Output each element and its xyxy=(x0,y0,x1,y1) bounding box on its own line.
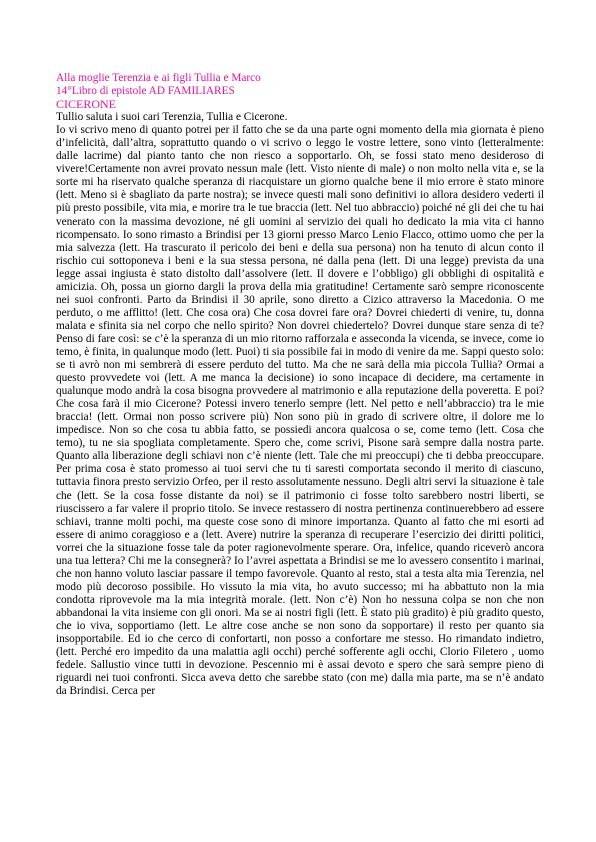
document-page xyxy=(56,72,544,698)
letter-body xyxy=(56,111,544,698)
author-name: CICERONE xyxy=(56,97,116,112)
salutation-line: Tullio saluta i suoi cari Terenzia, Tullia e Cicerone. xyxy=(56,111,288,124)
source-reference: 14°Libro di epistole AD FAMILIARES xyxy=(56,85,235,98)
letter-title: Alla moglie Terenzia e ai figli Tullia e Marco xyxy=(56,72,261,84)
letter-paragraph: Io vi scrivo meno di quanto potrei per il fatto che se da una parte ogni momento della mia giornata è pieno d’infelicità, dall’altra, soprattutto quando o vi scrivo o leggo le vostre lettere, sono vinto (letteralmente: dalle lacrime) dal pianto tanto che non riesco a sopportarlo. Oh, se fossi stato meno desideroso di vivere!Certamente non avrei provato nessun male (lett. Visto niente di male) o non molto nella vita e, se la sorte mi ha riservato qualche speranza di riacquistare un giorno qualche bene il mio errore è stato minore (lett. Meno si è sbagliato da parte nostra); se invece questi mali sono definitivi io allora desidero vederti il più presto possibile, vita mia, e morire tra le tue braccia (lett. Nel tuo abbraccio) poiché né gli dei che tu hai venerato con la massima devozione, né gli uomini al servizio dei quali ho dedicato la mia vita ci hanno ricompensato. Io sono rimasto a Brindisi per 13 giorni presso Marco Lenio Flacco, ottimo uomo che per la mia salvezza (lett. Ha trascurato il pericolo dei beni e della sua persona) non ha tenuto di alcun conto il rischio cui sottoponeva i beni e la sua stessa persona, né dalla pena (lett. Di una legge) prevista da una legge assai ingiusta è stato distolto dall’assolvere (lett. Il dovere e l’obbligo) gli obblighi di ospitalità e amicizia. Oh, possa un giorno dargli la prova della mia gratitudine! Certamente sarò sempre riconoscente nei suoi confronti. Parto da Brindisi il 30 aprile, sono diretto a Cizico attraverso la Macedonia. O me perduto, o me afflitto! (lett. Che cosa ora) Che cosa dovrei fare ora? Dovrei chiederti di venire, tu, donna malata e sfinita sia nel corpo che nello spirito? Non dovrei chiedertelo? Dovrei dunque stare senza di te? Penso di fare così: se c’è la speranza di un mio ritorno rafforzala e asseconda la vicenda, se invece, come io temo, è finita, in qualunque modo (lett. Puoi) ti sia possibile fai in modo di venire da me. Sappi questo solo: se ti avrò non mi sembrerà di essere perduto del tutto. Ma che ne sarà della mia piccola Tullia? Ormai a questo provvedete voi (lett. A me manca la decisione) io sono incapace di decidere, ma certamente in qualunque modo andrà la cosa bisogna provvedere al matrimonio e alla reputazione della poveretta. E poi? Che cosa farà il mio Cicerone? Potessi invero tenerlo sempre (lett. Nel petto e nell’abbraccio) tra le mie braccia! (lett. Ormai non posso scrivere più) Non sono più in grado di scrivere oltre, il dolore me lo impedisce. Non so che cosa tu abbia fatto, se possiedi ancora qualcosa o se, come temo (lett. Cosa che temo), tu ne sia spogliata completamente. Spero che, come scrivi, Pisone sarà sempre dalla nostra parte. Quanto alla liberazione degli schiavi non c’è niente (lett. Tale che mi preoccupi) che ti debba preoccupare. Per prima cosa è stato promesso ai tuoi servi che tu ti saresti comportata secondo il merito di ciascuno, tuttavia finora presto servizio Orfeo, per il resto assolutamente nessuno. Degli altri servi la situazione è tale che (lett. Se la cosa fosse distante da noi) se il patrimonio ci fosse tolto sarebbero nostri liberti, se riuscissero a far valere il proprio titolo. Se invece restassero di nostra pertinenza continuerebbero ad essere schiavi, tranne molti pochi, ma queste cose sono di minore importanza. Quanto al fatto che mi esorti ad essere di animo coraggioso e a (lett. Avere) nutrire la speranza di recuperare l’esercizio dei diritti politici, vorrei che la situazione fosse tale da poter ragionevolmente sperare. Ora, infelice, quando riceverò ancora una tua lettera? Chi me la consegnerà? Io l’avrei aspettata a Brindisi se me lo avessero consentito i marinai, che non hanno voluto lasciar passare il tempo favorevole. Quanto al resto, stai a testa alta mia Terenzia, nel modo più decoroso possibile. Ho vissuto la mia vita, ho avuto successo; mi ha abbattuto non la mia condotta riprovevole ma la mia integrità morale. (lett. Non c’è) Non ho nessuna colpa se non che non abbandonai la vita insieme con gli onori. Ma se ai nostri figli (lett. È stato più gradito) è più gradito questo, che io viva, sopportiamo (lett. Le altre cose anche se non sono da sopportare) il resto per quanto sia insopportabile. Ed io che cerco di confortarti, non posso a confortare me stesso. Ho rimandato indietro, (lett. Perché ero impedito da una malattia agli occhi) perché sofferente agli occhi, Clorio Filetero , uomo fedele. Sallustio vince tutti in devozione. Pescennio mi è assai devoto e spero che sarà sempre pieno di riguardi nei tuoi confronti. Sicca aveva detto che sarebbe stato (con me) dalla mia parte, ma se n’è andato da Brindisi. Cerca per xyxy=(56,124,544,698)
